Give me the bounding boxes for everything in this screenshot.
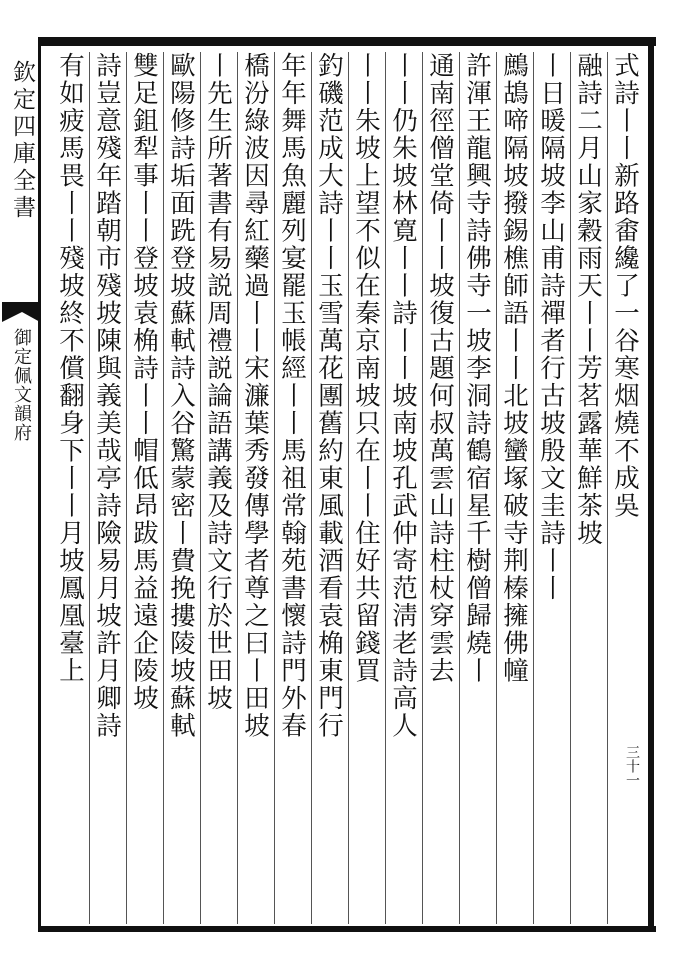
text-column-4: 鷓鴣啼隔坡撥錫樵師語丨丨北坡蠻塚破寺荆榛擁佛幢 (499, 52, 529, 685)
text-column-5: 許渾王龍興寺詩佛寺一坡李洞詩鶴宿星千樹僧歸燒丨 (462, 52, 492, 685)
column-rule (348, 52, 349, 924)
page-frame-bottom-rule (38, 926, 656, 932)
page-frame-right-rule (648, 37, 654, 932)
column-rule (89, 52, 90, 924)
text-column-6: 通南徑僧堂倚丨丨坡復古題何叔萬雲山詩柱杖穿雲去 (425, 52, 455, 685)
column-rule (163, 52, 164, 924)
column-rule (200, 52, 201, 924)
column-rule (126, 52, 127, 924)
column-rule (607, 52, 608, 924)
section-title: 御定佩文韻府 (11, 328, 32, 442)
column-rule (496, 52, 497, 924)
text-column-7: 丨丨仍朱坡林寛丨丨詩丨丨坡南坡孔武仲寄范淸老詩高人 (388, 52, 418, 740)
column-rule (385, 52, 386, 924)
text-column-8: 丨丨朱坡上望不似在秦京南坡只在丨丨住好共留錢買 (351, 52, 381, 685)
text-column-11: 橋汾綠波因尋紅藥過丨丨宋濂葉秀發傳學者尊之曰丨田坡 (240, 52, 270, 740)
column-rule (311, 52, 312, 924)
page-margin (0, 0, 38, 980)
column-rule (274, 52, 275, 924)
column-rule (533, 52, 534, 924)
text-column-16: 有如疲馬畏丨丨殘坡終不償翻身下丨丨月坡鳳凰臺上 (55, 52, 85, 685)
fish-tail-mark-icon (0, 300, 42, 324)
text-column-10: 年年舞馬魚麗列宴罷玉帳經丨丨馬祖常翰苑書懷詩門外春 (277, 52, 307, 740)
text-column-12: 丨先生所著書有易説周禮説論語講義及詩文行於世田坡 (203, 52, 233, 712)
column-rule (570, 52, 571, 924)
text-column-9: 釣磯范成大詩丨丨玉雪萬花團舊約東風載酒看袁桷東門行 (314, 52, 344, 740)
text-column-14: 雙足鉏犁事丨丨登坡袁桷詩丨丨帽低昂跋馬益遠企陵坡 (129, 52, 159, 712)
text-columns (55, 52, 645, 922)
text-column-2: 融詩二月山家穀雨天丨丨芳茗露華鮮茶坡 (573, 52, 603, 547)
text-column-13: 歐陽修詩垢面跣登坡蘇軾詩入谷驚蒙密丨費挽摟陵坡蘇軾 (166, 52, 196, 740)
column-rule (422, 52, 423, 924)
column-rule (237, 52, 238, 924)
text-column-15: 詩豈意殘年踏朝市殘坡陳與義美哉亭詩險易月坡許月卿詩 (92, 52, 122, 740)
text-column-3: 丨日暖隔坡李山甫詩禪者行古坡殷文圭詩丨丨 (536, 52, 566, 602)
text-column-1: 式詩丨丨新路畬纔了一谷寒烟燒不成吳 (610, 52, 640, 520)
page-number: 三十一 (624, 745, 640, 787)
column-rule (459, 52, 460, 924)
book-title: 欽定四庫全書 (9, 60, 35, 222)
page-frame-top-rule (38, 37, 656, 46)
